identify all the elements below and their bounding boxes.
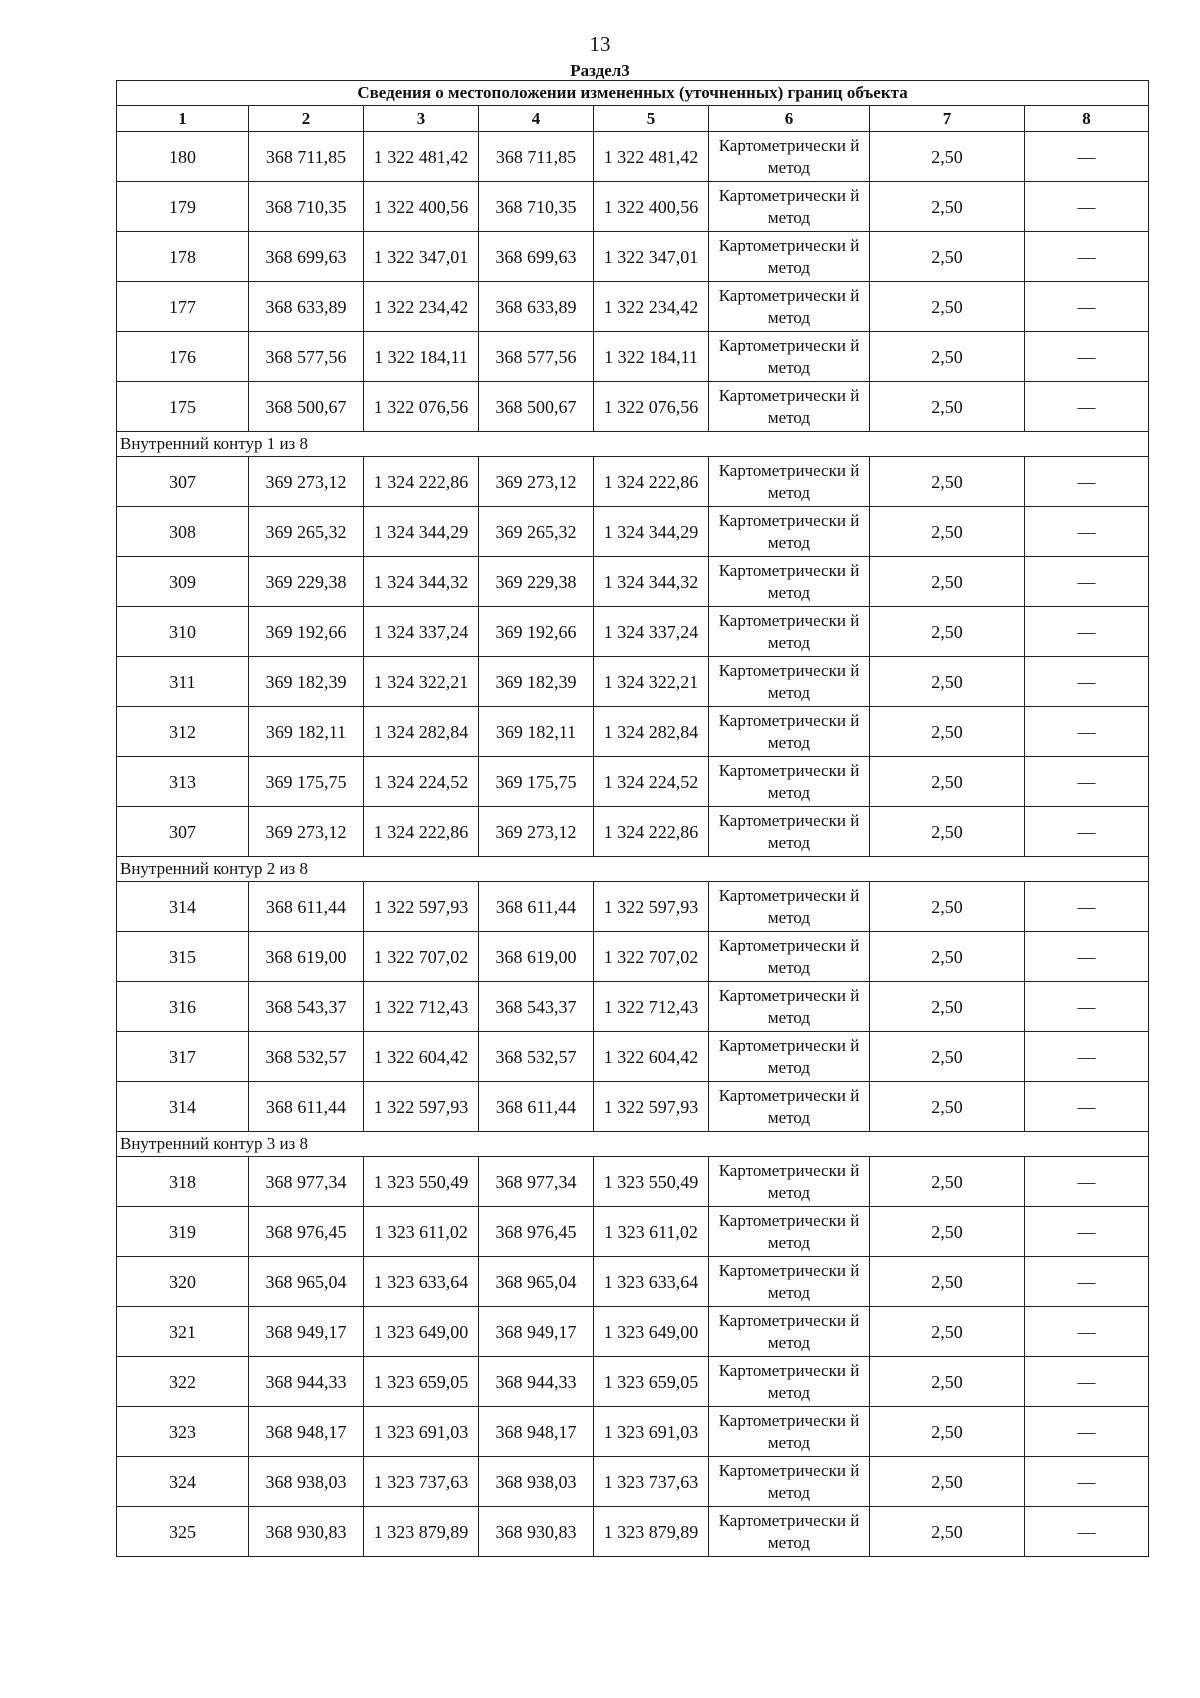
y-existing-cell: 1 322 347,01 (364, 232, 479, 282)
description-cell: — (1025, 807, 1149, 857)
description-cell: — (1025, 457, 1149, 507)
x-existing-cell: 368 633,89 (249, 282, 364, 332)
x-refined-cell: 368 577,56 (479, 332, 594, 382)
y-refined-cell: 1 322 712,43 (594, 982, 709, 1032)
y-existing-cell: 1 322 076,56 (364, 382, 479, 432)
method-cell: Картометрически й метод (709, 382, 870, 432)
description-cell: — (1025, 332, 1149, 382)
description-cell: — (1025, 882, 1149, 932)
table-row (117, 1407, 1149, 1457)
boundary-coordinates-table (116, 80, 1149, 1557)
table-row (117, 282, 1149, 332)
y-existing-cell: 1 323 659,05 (364, 1357, 479, 1407)
accuracy-cell: 2,50 (870, 1032, 1025, 1082)
x-existing-cell: 368 977,34 (249, 1157, 364, 1207)
description-cell: — (1025, 707, 1149, 757)
point-number-cell: 308 (117, 507, 249, 557)
table-row (117, 1032, 1149, 1082)
column-number: 5 (594, 106, 709, 132)
column-number: 1 (117, 106, 249, 132)
description-cell: — (1025, 1457, 1149, 1507)
accuracy-cell: 2,50 (870, 982, 1025, 1032)
x-existing-cell: 368 976,45 (249, 1207, 364, 1257)
x-existing-cell: 368 948,17 (249, 1407, 364, 1457)
y-existing-cell: 1 323 550,49 (364, 1157, 479, 1207)
point-number-cell: 311 (117, 657, 249, 707)
description-cell: — (1025, 1157, 1149, 1207)
method-cell: Картометрически й метод (709, 1207, 870, 1257)
y-existing-cell: 1 324 322,21 (364, 657, 479, 707)
x-refined-cell: 368 938,03 (479, 1457, 594, 1507)
x-existing-cell: 368 938,03 (249, 1457, 364, 1507)
y-existing-cell: 1 324 282,84 (364, 707, 479, 757)
table-row (117, 1082, 1149, 1132)
x-refined-cell: 369 182,39 (479, 657, 594, 707)
x-refined-cell: 369 265,32 (479, 507, 594, 557)
accuracy-cell: 2,50 (870, 132, 1025, 182)
y-existing-cell: 1 324 222,86 (364, 807, 479, 857)
accuracy-cell: 2,50 (870, 557, 1025, 607)
point-number-cell: 180 (117, 132, 249, 182)
y-refined-cell: 1 323 879,89 (594, 1507, 709, 1557)
accuracy-cell: 2,50 (870, 1507, 1025, 1557)
x-existing-cell: 369 229,38 (249, 557, 364, 607)
description-cell: — (1025, 1082, 1149, 1132)
accuracy-cell: 2,50 (870, 1207, 1025, 1257)
accuracy-cell: 2,50 (870, 932, 1025, 982)
point-number-cell: 175 (117, 382, 249, 432)
y-refined-cell: 1 323 691,03 (594, 1407, 709, 1457)
y-existing-cell: 1 323 611,02 (364, 1207, 479, 1257)
accuracy-cell: 2,50 (870, 707, 1025, 757)
description-cell: — (1025, 557, 1149, 607)
point-number-cell: 176 (117, 332, 249, 382)
y-refined-cell: 1 322 076,56 (594, 382, 709, 432)
y-refined-cell: 1 322 707,02 (594, 932, 709, 982)
x-existing-cell: 368 930,83 (249, 1507, 364, 1557)
table-row (117, 332, 1149, 382)
contour-label: Внутренний контур 3 из 8 (117, 1132, 1149, 1157)
y-existing-cell: 1 322 707,02 (364, 932, 479, 982)
y-existing-cell: 1 322 597,93 (364, 882, 479, 932)
y-refined-cell: 1 323 633,64 (594, 1257, 709, 1307)
table-row (117, 1507, 1149, 1557)
x-refined-cell: 368 930,83 (479, 1507, 594, 1557)
y-existing-cell: 1 322 597,93 (364, 1082, 479, 1132)
y-refined-cell: 1 322 481,42 (594, 132, 709, 182)
method-cell: Картометрически й метод (709, 1457, 870, 1507)
x-refined-cell: 368 500,67 (479, 382, 594, 432)
table-row (117, 982, 1149, 1032)
x-refined-cell: 368 944,33 (479, 1357, 594, 1407)
accuracy-cell: 2,50 (870, 1082, 1025, 1132)
x-existing-cell: 368 611,44 (249, 1082, 364, 1132)
description-cell: — (1025, 982, 1149, 1032)
table-row (117, 882, 1149, 932)
x-refined-cell: 369 229,38 (479, 557, 594, 607)
table-row (117, 657, 1149, 707)
table-row (117, 557, 1149, 607)
y-refined-cell: 1 324 322,21 (594, 657, 709, 707)
description-cell: — (1025, 132, 1149, 182)
description-cell: — (1025, 1357, 1149, 1407)
column-number: 7 (870, 106, 1025, 132)
description-cell: — (1025, 232, 1149, 282)
section-title: Раздел3 (570, 61, 630, 80)
x-existing-cell: 369 273,12 (249, 457, 364, 507)
accuracy-cell: 2,50 (870, 1157, 1025, 1207)
x-existing-cell: 368 577,56 (249, 332, 364, 382)
y-refined-cell: 1 324 344,29 (594, 507, 709, 557)
x-existing-cell: 368 619,00 (249, 932, 364, 982)
point-number-cell: 179 (117, 182, 249, 232)
point-number-cell: 307 (117, 457, 249, 507)
method-cell: Картометрически й метод (709, 1307, 870, 1357)
y-refined-cell: 1 324 337,24 (594, 607, 709, 657)
description-cell: — (1025, 657, 1149, 707)
accuracy-cell: 2,50 (870, 332, 1025, 382)
point-number-cell: 309 (117, 557, 249, 607)
table-row (117, 132, 1149, 182)
contour-label: Внутренний контур 1 из 8 (117, 432, 1149, 457)
column-numbers-row (117, 106, 1149, 132)
table-caption-row (117, 81, 1149, 106)
column-number: 4 (479, 106, 594, 132)
method-cell: Картометрически й метод (709, 807, 870, 857)
point-number-cell: 177 (117, 282, 249, 332)
y-existing-cell: 1 322 184,11 (364, 332, 479, 382)
point-number-cell: 178 (117, 232, 249, 282)
x-existing-cell: 368 710,35 (249, 182, 364, 232)
method-cell: Картометрически й метод (709, 232, 870, 282)
table-row (117, 1157, 1149, 1207)
point-number-cell: 318 (117, 1157, 249, 1207)
x-existing-cell: 368 965,04 (249, 1257, 364, 1307)
table-row (117, 182, 1149, 232)
y-refined-cell: 1 322 184,11 (594, 332, 709, 382)
y-refined-cell: 1 322 597,93 (594, 882, 709, 932)
method-cell: Картометрически й метод (709, 1032, 870, 1082)
description-cell: — (1025, 1257, 1149, 1307)
y-refined-cell: 1 323 737,63 (594, 1457, 709, 1507)
column-number: 8 (1025, 106, 1149, 132)
x-refined-cell: 368 619,00 (479, 932, 594, 982)
y-existing-cell: 1 322 604,42 (364, 1032, 479, 1082)
method-cell: Картометрически й метод (709, 607, 870, 657)
method-cell: Картометрически й метод (709, 757, 870, 807)
table-row (117, 607, 1149, 657)
method-cell: Картометрически й метод (709, 1157, 870, 1207)
accuracy-cell: 2,50 (870, 807, 1025, 857)
y-refined-cell: 1 322 597,93 (594, 1082, 709, 1132)
accuracy-cell: 2,50 (870, 232, 1025, 282)
x-existing-cell: 368 711,85 (249, 132, 364, 182)
x-refined-cell: 368 611,44 (479, 882, 594, 932)
column-number: 6 (709, 106, 870, 132)
x-refined-cell: 369 273,12 (479, 457, 594, 507)
x-refined-cell: 368 532,57 (479, 1032, 594, 1082)
table-row (117, 1357, 1149, 1407)
accuracy-cell: 2,50 (870, 1457, 1025, 1507)
method-cell: Картометрически й метод (709, 457, 870, 507)
y-existing-cell: 1 323 737,63 (364, 1457, 479, 1507)
description-cell: — (1025, 1207, 1149, 1257)
x-refined-cell: 368 948,17 (479, 1407, 594, 1457)
point-number-cell: 307 (117, 807, 249, 857)
point-number-cell: 325 (117, 1507, 249, 1557)
method-cell: Картометрически й метод (709, 332, 870, 382)
accuracy-cell: 2,50 (870, 882, 1025, 932)
y-existing-cell: 1 324 222,86 (364, 457, 479, 507)
method-cell: Картометрически й метод (709, 707, 870, 757)
y-refined-cell: 1 322 604,42 (594, 1032, 709, 1082)
x-refined-cell: 368 977,34 (479, 1157, 594, 1207)
description-cell: — (1025, 507, 1149, 557)
x-refined-cell: 369 192,66 (479, 607, 594, 657)
method-cell: Картометрически й метод (709, 1082, 870, 1132)
point-number-cell: 319 (117, 1207, 249, 1257)
method-cell: Картометрически й метод (709, 657, 870, 707)
y-existing-cell: 1 323 879,89 (364, 1507, 479, 1557)
accuracy-cell: 2,50 (870, 457, 1025, 507)
y-refined-cell: 1 322 347,01 (594, 232, 709, 282)
accuracy-cell: 2,50 (870, 1307, 1025, 1357)
y-existing-cell: 1 323 691,03 (364, 1407, 479, 1457)
contour-label: Внутренний контур 2 из 8 (117, 857, 1149, 882)
method-cell: Картометрически й метод (709, 132, 870, 182)
y-existing-cell: 1 322 712,43 (364, 982, 479, 1032)
x-existing-cell: 369 265,32 (249, 507, 364, 557)
x-existing-cell: 368 611,44 (249, 882, 364, 932)
y-existing-cell: 1 324 337,24 (364, 607, 479, 657)
point-number-cell: 314 (117, 882, 249, 932)
point-number-cell: 321 (117, 1307, 249, 1357)
accuracy-cell: 2,50 (870, 1357, 1025, 1407)
method-cell: Картометрически й метод (709, 1257, 870, 1307)
x-refined-cell: 368 699,63 (479, 232, 594, 282)
x-existing-cell: 368 944,33 (249, 1357, 364, 1407)
x-refined-cell: 369 182,11 (479, 707, 594, 757)
description-cell: — (1025, 382, 1149, 432)
x-refined-cell: 368 710,35 (479, 182, 594, 232)
x-refined-cell: 369 273,12 (479, 807, 594, 857)
table-row (117, 757, 1149, 807)
table-row (117, 1457, 1149, 1507)
description-cell: — (1025, 282, 1149, 332)
column-number: 3 (364, 106, 479, 132)
table-row (117, 1257, 1149, 1307)
table-row (117, 707, 1149, 757)
x-refined-cell: 369 175,75 (479, 757, 594, 807)
table-row (117, 1307, 1149, 1357)
description-cell: — (1025, 1307, 1149, 1357)
y-refined-cell: 1 324 222,86 (594, 457, 709, 507)
page-number: 13 (589, 32, 611, 56)
x-refined-cell: 368 965,04 (479, 1257, 594, 1307)
x-existing-cell: 369 182,39 (249, 657, 364, 707)
x-existing-cell: 368 699,63 (249, 232, 364, 282)
point-number-cell: 314 (117, 1082, 249, 1132)
table-row (117, 1207, 1149, 1257)
x-refined-cell: 368 611,44 (479, 1082, 594, 1132)
contour-header-row (117, 1132, 1149, 1157)
table-row (117, 457, 1149, 507)
y-existing-cell: 1 322 234,42 (364, 282, 479, 332)
x-existing-cell: 368 532,57 (249, 1032, 364, 1082)
y-refined-cell: 1 323 550,49 (594, 1157, 709, 1207)
y-existing-cell: 1 323 649,00 (364, 1307, 479, 1357)
method-cell: Картометрически й метод (709, 1357, 870, 1407)
x-refined-cell: 368 976,45 (479, 1207, 594, 1257)
x-existing-cell: 368 500,67 (249, 382, 364, 432)
y-existing-cell: 1 324 344,29 (364, 507, 479, 557)
point-number-cell: 313 (117, 757, 249, 807)
description-cell: — (1025, 932, 1149, 982)
x-refined-cell: 368 633,89 (479, 282, 594, 332)
method-cell: Картометрически й метод (709, 1407, 870, 1457)
y-existing-cell: 1 324 224,52 (364, 757, 479, 807)
x-existing-cell: 369 273,12 (249, 807, 364, 857)
table-row (117, 382, 1149, 432)
point-number-cell: 317 (117, 1032, 249, 1082)
table-row (117, 932, 1149, 982)
method-cell: Картометрически й метод (709, 557, 870, 607)
x-refined-cell: 368 711,85 (479, 132, 594, 182)
point-number-cell: 322 (117, 1357, 249, 1407)
y-refined-cell: 1 324 282,84 (594, 707, 709, 757)
point-number-cell: 315 (117, 932, 249, 982)
table-row (117, 507, 1149, 557)
description-cell: — (1025, 1507, 1149, 1557)
y-existing-cell: 1 322 481,42 (364, 132, 479, 182)
x-refined-cell: 368 543,37 (479, 982, 594, 1032)
description-cell: — (1025, 757, 1149, 807)
x-existing-cell: 369 192,66 (249, 607, 364, 657)
y-refined-cell: 1 323 649,00 (594, 1307, 709, 1357)
point-number-cell: 312 (117, 707, 249, 757)
table-row (117, 232, 1149, 282)
point-number-cell: 316 (117, 982, 249, 1032)
accuracy-cell: 2,50 (870, 382, 1025, 432)
table-row (117, 807, 1149, 857)
x-existing-cell: 369 182,11 (249, 707, 364, 757)
description-cell: — (1025, 607, 1149, 657)
accuracy-cell: 2,50 (870, 282, 1025, 332)
x-existing-cell: 368 949,17 (249, 1307, 364, 1357)
y-existing-cell: 1 322 400,56 (364, 182, 479, 232)
point-number-cell: 320 (117, 1257, 249, 1307)
y-refined-cell: 1 322 234,42 (594, 282, 709, 332)
y-refined-cell: 1 322 400,56 (594, 182, 709, 232)
accuracy-cell: 2,50 (870, 507, 1025, 557)
method-cell: Картометрически й метод (709, 1507, 870, 1557)
method-cell: Картометрически й метод (709, 282, 870, 332)
x-existing-cell: 368 543,37 (249, 982, 364, 1032)
table-caption: Сведения о местоположении измененных (уточненных) границ объекта (117, 81, 1149, 106)
y-refined-cell: 1 323 659,05 (594, 1357, 709, 1407)
x-existing-cell: 369 175,75 (249, 757, 364, 807)
accuracy-cell: 2,50 (870, 757, 1025, 807)
method-cell: Картометрически й метод (709, 882, 870, 932)
point-number-cell: 324 (117, 1457, 249, 1507)
accuracy-cell: 2,50 (870, 1257, 1025, 1307)
method-cell: Картометрически й метод (709, 182, 870, 232)
x-refined-cell: 368 949,17 (479, 1307, 594, 1357)
method-cell: Картометрически й метод (709, 507, 870, 557)
contour-header-row (117, 432, 1149, 457)
contour-header-row (117, 857, 1149, 882)
y-existing-cell: 1 323 633,64 (364, 1257, 479, 1307)
point-number-cell: 323 (117, 1407, 249, 1457)
description-cell: — (1025, 182, 1149, 232)
y-refined-cell: 1 324 344,32 (594, 557, 709, 607)
y-existing-cell: 1 324 344,32 (364, 557, 479, 607)
description-cell: — (1025, 1407, 1149, 1457)
accuracy-cell: 2,50 (870, 657, 1025, 707)
accuracy-cell: 2,50 (870, 182, 1025, 232)
y-refined-cell: 1 323 611,02 (594, 1207, 709, 1257)
y-refined-cell: 1 324 224,52 (594, 757, 709, 807)
column-number: 2 (249, 106, 364, 132)
accuracy-cell: 2,50 (870, 1407, 1025, 1457)
accuracy-cell: 2,50 (870, 607, 1025, 657)
description-cell: — (1025, 1032, 1149, 1082)
point-number-cell: 310 (117, 607, 249, 657)
y-refined-cell: 1 324 222,86 (594, 807, 709, 857)
method-cell: Картометрически й метод (709, 932, 870, 982)
method-cell: Картометрически й метод (709, 982, 870, 1032)
